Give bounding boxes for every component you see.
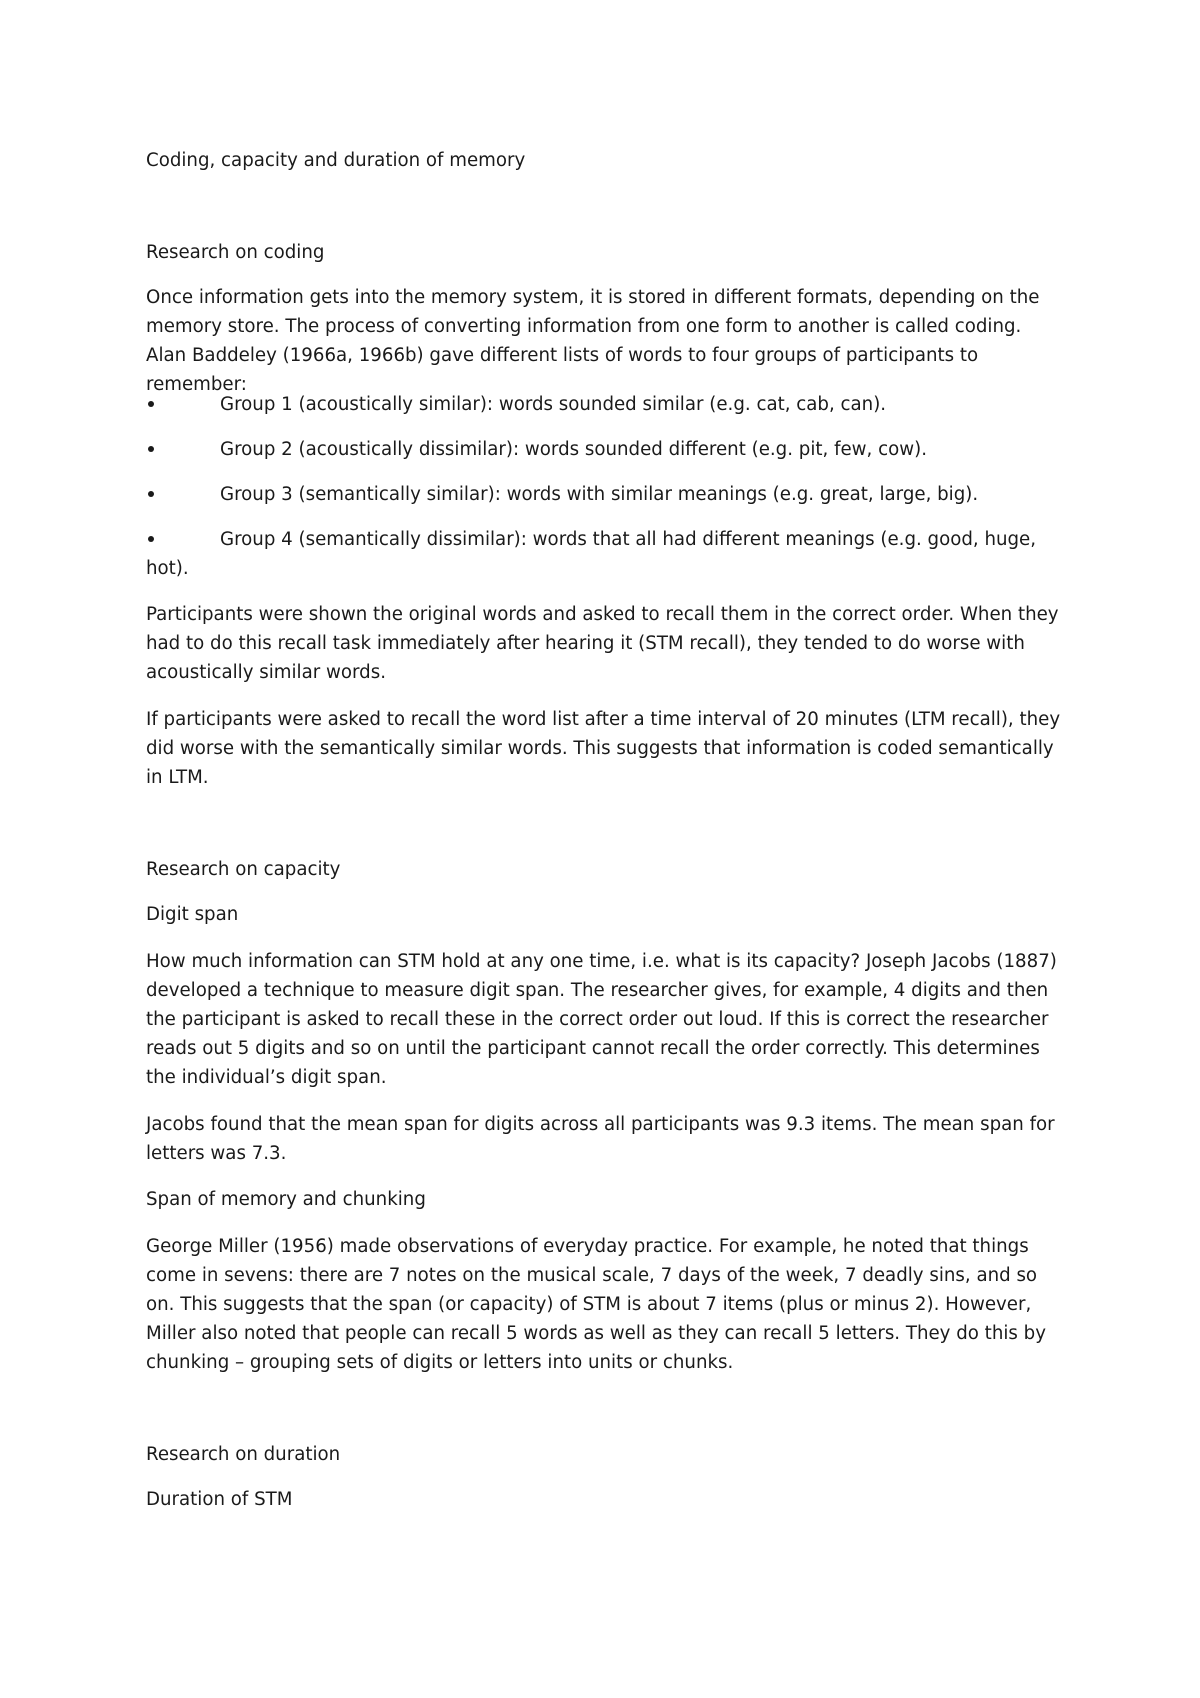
ltm-recall-paragraph: If participants were asked to recall the word list after a time interval of 20 minutes (LTM recall), they did worse with the semantically similar words. This suggests that information is coded semantically in LTM. — [146, 709, 1061, 788]
bullet-icon — [146, 390, 220, 419]
section-heading-duration: Research on duration — [146, 1444, 341, 1465]
coding-intro-paragraph: Once information gets into the memory system, it is stored in different formats, depending on the memory store. The process of converting information from one form to another is called coding. Alan Baddeley (1966a, 1966b) gave different lists of words to four groups of participants to remember: — [146, 287, 1040, 395]
chunking-paragraph: George Miller (1956) made observations of everyday practice. For example, he noted that things come in sevens: there are 7 notes on the musical scale, 7 days of the week, 7 deadly sins, and so on. This suggests that the span (or capacity) of STM is about 7 items (plus or minus 2). However, Miller also noted that people can recall 5 words as well as they can recall 5 letters. They do this by chunking – grouping sets of digits or letters into units or chunks. — [146, 1236, 1046, 1373]
subheading-digit-span: Digit span — [146, 904, 239, 925]
subheading-duration-stm: Duration of STM — [146, 1489, 293, 1510]
list-item — [146, 525, 1066, 583]
digit-span-paragraph: How much information can STM hold at any one time, i.e. what is its capacity? Joseph Jacobs (1887) developed a technique to measure digit span. The researcher gives, for example, 4 digits and then the participant is asked to recall these in the correct order out loud. If this is correct the researcher reads out 5 digits and so on until the participant cannot recall the order correctly. This determines the individual’s digit span. — [146, 951, 1057, 1088]
list-item-text: Group 4 (semantically dissimilar): words that all had different meanings (e.g. good, huge, hot). — [146, 529, 1037, 579]
bullet-icon — [146, 525, 220, 554]
list-item-text: Group 2 (acoustically dissimilar): words sounded different (e.g. pit, few, cow). — [220, 439, 927, 460]
list-item — [146, 390, 1066, 419]
bullet-icon — [146, 435, 220, 464]
list-item-text: Group 3 (semantically similar): words with similar meanings (e.g. great, large, big). — [220, 484, 979, 505]
stm-recall-paragraph: Participants were shown the original words and asked to recall them in the correct order. When they had to do this recall task immediately after hearing it (STM recall), they tended to do worse with acoustically similar words. — [146, 604, 1059, 683]
bullet-icon — [146, 480, 220, 509]
list-item — [146, 480, 1066, 509]
jacobs-findings-paragraph: Jacobs found that the mean span for digits across all participants was 9.3 items. The mean span for letters was 7.3. — [146, 1114, 1055, 1164]
section-heading-capacity: Research on capacity — [146, 859, 341, 880]
list-item-text: Group 1 (acoustically similar): words sounded similar (e.g. cat, cab, can). — [220, 394, 887, 415]
page-title: Coding, capacity and duration of memory — [146, 150, 526, 171]
subheading-chunking: Span of memory and chunking — [146, 1189, 426, 1210]
list-item — [146, 435, 1066, 464]
section-heading-coding: Research on coding — [146, 242, 325, 263]
